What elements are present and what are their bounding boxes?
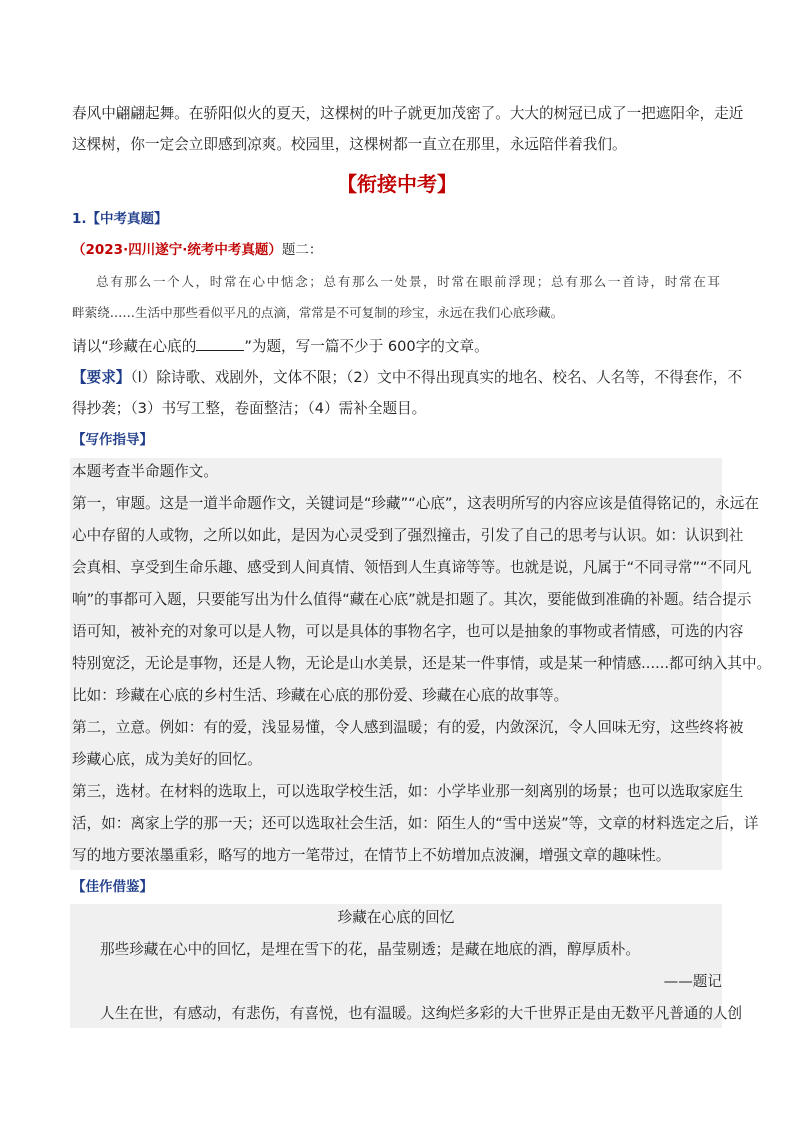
guide-line-13: 写的地方要浓墨重彩，略写的地方一笔带过，在情节上不妨增加点波澜，增强文章的趣味性。 — [72, 847, 671, 864]
source-citation: （2023·四川遂宁·统考中考真题） — [72, 242, 282, 258]
prompt-line-1: 总有那么一个人，时常在心中惦念；总有那么一处景，时常在眼前浮现；总有那么一首诗，时常在耳 — [96, 274, 720, 289]
prompt-line-2: 畔萦绕……生活中那些看似平凡的点滴，常常是不可复制的珍宝，永远在我们心底珍藏。 — [72, 305, 564, 320]
requirements-line-2: 得抄袭；（3）书写工整，卷面整洁；（4）需补全题目。 — [72, 400, 427, 417]
task-prefix: 请以“珍藏在心底的 — [72, 338, 197, 355]
question-heading: 1.【中考真题】 — [72, 211, 168, 227]
guide-line-9: 第二，立意。例如：有的爱，浅显易懂，令人感到温暖；有的爱，内敛深沉，令人回味无穷，这些终将被 — [72, 719, 744, 736]
requirements-line-1 — [72, 368, 743, 388]
section-title: 【衔接中考】 — [337, 172, 457, 196]
guide-line-7: 特别宽泛，无论是事物，还是人物，无论是山水美景，还是某一件事情，或是某一种情感......都可纳入其中。 — [72, 655, 772, 672]
task-line — [72, 336, 489, 357]
guide-label: 【写作指导】 — [72, 432, 153, 448]
guide-line-12: 活，如：离家上学的那一天；还可以选取社会生活，如：陌生人的“雪中送炭”等，文章的材料选定之后，详 — [72, 815, 759, 832]
source-suffix: 题二： — [281, 242, 323, 258]
guide-line-2: 第一，审题。这是一道半命题作文，关键词是“珍藏”“心底”，这表明所写的内容应该是值得铭记的，永远在 — [72, 495, 759, 512]
essay-paragraph-1: 人生在世，有感动，有悲伤，有喜悦，也有温暖。这绚烂多彩的大千世界正是由无数平凡普通的人创 — [100, 1005, 743, 1022]
requirements-text-1: （l）除诗歌、戏剧外，文体不限；（2）文中不得出现真实的地名、校名、人名等，不得套作，不 — [130, 369, 743, 386]
guide-line-10: 珍藏心底，成为美好的回忆。 — [72, 751, 262, 768]
intro-line-1: 春风中翩翩起舞。在骄阳似火的夏天，这棵树的叶子就更加茂密了。大大的树冠已成了一把遮阳伞，走近 — [72, 105, 744, 122]
essay-title: 珍藏在心底的回忆 — [337, 909, 455, 926]
guide-line-1: 本题考查半命题作文。 — [72, 463, 218, 480]
example-label: 【佳作借鉴】 — [72, 879, 153, 895]
essay-epigraph: 那些珍藏在心中的回忆，是埋在雪下的花，晶莹剔透；是藏在地底的酒，醇厚质朴。 — [100, 941, 640, 958]
guide-line-5: 响”的事都可入题，只要能写出为什么值得“藏在心底”就是扣题了。其次，要能做到准确的补题。结合提示 — [72, 591, 752, 608]
guide-line-8: 比如：珍藏在心底的乡村生活、珍藏在心底的那份爱、珍藏在心底的故事等。 — [72, 687, 569, 704]
intro-line-2: 这棵树，你一定会立即感到凉爽。校园里，这棵树都一直立在那里，永远陪伴着我们。 — [72, 136, 627, 153]
title-blank — [196, 336, 244, 351]
question-source — [72, 240, 322, 260]
requirements-label: 【要求】 — [72, 369, 131, 386]
guide-line-4: 会真相、享受到生命乐趣、感受到人间真情、领悟到人生真谛等等。也就是说，凡属于“不同寻常”“不同凡 — [72, 559, 752, 576]
task-suffix: ”为题，写一篇不少于 600字的文章。 — [244, 338, 489, 355]
guide-line-3: 心中存留的人或物，之所以如此，是因为心灵受到了强烈撞击，引发了自己的思考与认识。如：认识到社 — [72, 527, 744, 544]
guide-line-6: 语可知，被补充的对象可以是人物，可以是具体的事物名字，也可以是抽象的事物或者情感，可选的内容 — [72, 623, 744, 640]
guide-line-11: 第三，选材。在材料的选取上，可以选取学校生活，如：小学毕业那一刻离别的场景；也可以选取家庭生 — [72, 783, 744, 800]
essay-epigraph-signature: ——题记 — [663, 973, 722, 990]
